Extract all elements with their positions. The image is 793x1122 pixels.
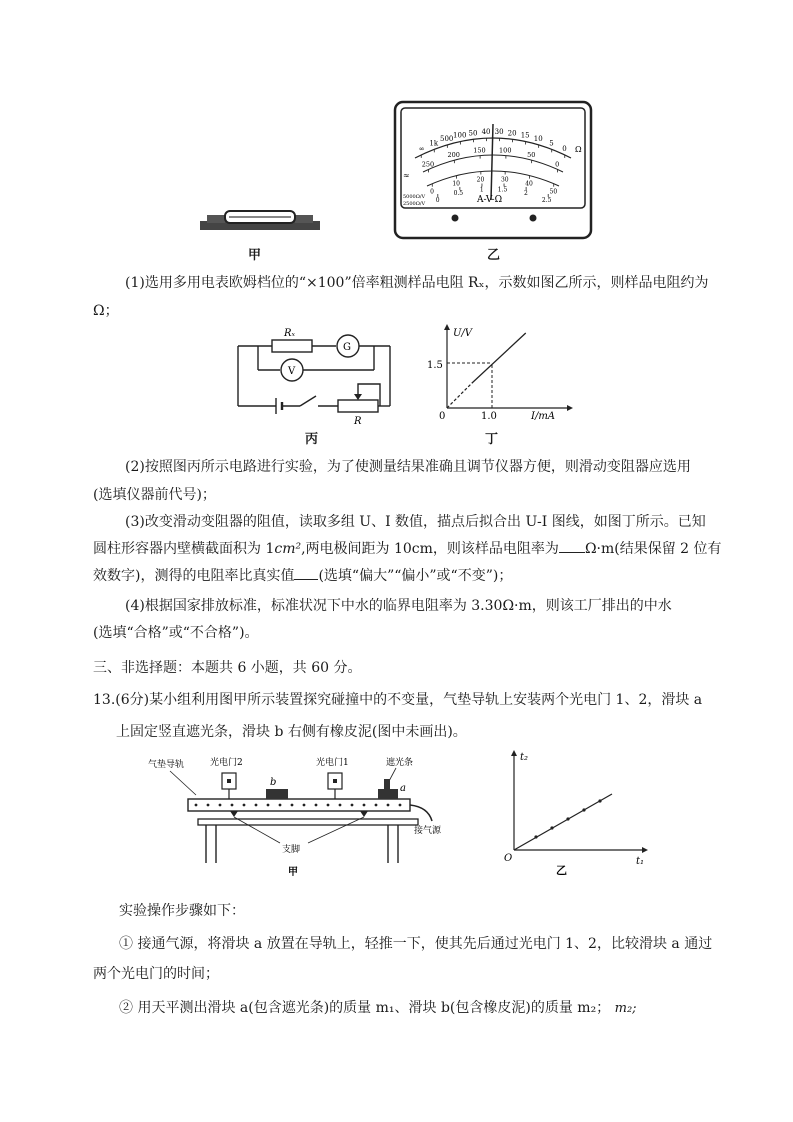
step-2-text: ② 用天平测出滑块 a(包含遮光条)的质量 m₁、滑块 b(包含橡皮泥)的质量 m₂； — [119, 1000, 611, 1016]
t-graph-y-label: t₂ — [520, 752, 529, 763]
meter-omega-scale-label: 0 — [562, 144, 567, 153]
slider-b — [266, 789, 288, 799]
t-graph-fit-line — [514, 794, 612, 850]
figure-13-air-track — [148, 755, 448, 880]
meter-spec-1: 5000Ω/V — [403, 194, 426, 200]
rail-hole — [327, 804, 330, 807]
meter-screw-left — [452, 215, 459, 222]
meter-omega-scale-label: 40 — [481, 128, 491, 137]
meter-omega-scale-label: 20 — [507, 129, 517, 138]
rail-hole — [339, 804, 342, 807]
figure-yi-multimeter — [393, 100, 593, 242]
ui-x-tick-label: 1.0 — [481, 411, 497, 422]
question-3-line-2 — [93, 539, 722, 559]
circuit-rx-label: Rₓ — [284, 328, 296, 339]
ui-y-axis-label: U/V — [453, 328, 473, 339]
meter-dc-scale-label: 40 — [525, 180, 533, 188]
question-13-line-2: 上固定竖直遮光条，滑块 b 右侧有橡皮泥(图中未画出)。 — [116, 724, 467, 740]
answer-blank-error[interactable] — [294, 579, 318, 580]
meter-ac-scale-label: 2.5 — [541, 197, 552, 205]
sample-clip-left — [207, 215, 225, 223]
q3-line-2-part-b: ,两电极间距为 10cm，则该样品电阻率为 — [301, 541, 559, 557]
gate-1-label: 光电门1 — [316, 758, 349, 768]
meter-mid-scale-label: 150 — [473, 146, 486, 155]
t-graph-point — [582, 808, 585, 811]
meter-ac-scale-label: 0 — [435, 197, 440, 205]
meter-omega-scale-label: 5 — [549, 139, 554, 148]
figure-jia-label: 甲 — [248, 248, 262, 263]
figure-bing-label: 丙 — [305, 432, 319, 447]
meter-ac-scale-label: 2 — [524, 189, 528, 197]
figure-jia-sample — [195, 205, 325, 235]
section-heading: 三、非选择题：本题共 6 小题，共 60 分。 — [93, 660, 362, 676]
meter-omega-scale-label: 500 — [439, 134, 454, 143]
meter-spec-2: 2500Ω/V — [403, 201, 426, 207]
figure-ding-label: 丁 — [485, 432, 499, 447]
meter-case — [395, 102, 591, 238]
meter-ac-scale-label: 1.5 — [497, 186, 508, 194]
meter-screw-right — [530, 215, 537, 222]
rail-hole — [303, 804, 306, 807]
rail-hole — [399, 804, 402, 807]
question-1-line-1: (1)选用多用电表欧姆档位的“×100”倍率粗测样品电阻 Rₓ，示数如图乙所示，则样品电阻约为 — [125, 275, 709, 291]
meter-omega-scale-label: 10 — [533, 134, 543, 143]
t-graph-x-label: t₁ — [636, 856, 645, 867]
rail-hole — [279, 804, 282, 807]
question-1-line-2: Ω； — [93, 303, 119, 319]
question-4-line-1: (4)根据国家排放标准，标准状况下中水的临界电阻率为 3.30Ω·m，则该工厂排出的中水 — [125, 598, 672, 614]
figure-ding-ui-graph — [425, 322, 575, 422]
support-foot-left — [230, 811, 238, 817]
circuit-resistor-rx — [272, 340, 312, 352]
meter-dc-scale-label: 30 — [500, 176, 509, 184]
step-2-duplicate-mass: m₂; — [614, 1001, 637, 1016]
rail-hole — [195, 804, 198, 807]
q3-line-2-part-c: Ω·m(结果保留 2 位有 — [584, 541, 722, 557]
meter-left-mark: ≈ — [403, 171, 410, 180]
figure-yi-label: 乙 — [487, 248, 501, 263]
slider-b-label: b — [270, 777, 277, 788]
circuit-r-label: R — [354, 416, 362, 426]
question-2-line-2: (选填仪器前代号)； — [93, 487, 216, 503]
meter-omega-unit: Ω — [575, 145, 582, 154]
support-foot-right — [360, 811, 368, 817]
shade-strip-label: 遮光条 — [386, 758, 414, 768]
figure-13-jia-label: 甲 — [288, 867, 298, 878]
rail-hole — [291, 804, 294, 807]
ui-x-axis-label: I/mA — [531, 411, 556, 422]
question-2-line-1: (2)按照图丙所示电路进行实验，为了使测量结果准确且调节仪器方便，则滑动变阻器应选用 — [125, 459, 691, 475]
support-feet-label: 支脚 — [282, 845, 301, 855]
meter-omega-scale-label: 50 — [468, 129, 478, 138]
question-4-line-2: (选填“合格”或“不合格”)。 — [93, 625, 259, 641]
sample-clip-right — [295, 215, 313, 223]
t-graph-point — [550, 826, 553, 829]
q3-area-unit: cm² — [274, 541, 302, 557]
ui-fit-line-dashed — [447, 383, 472, 408]
q3-line-3-part-b: (选填“偏大”“偏小”或“不变”)； — [318, 568, 513, 584]
rail-hole — [387, 804, 390, 807]
t-graph-origin: O — [504, 853, 513, 864]
steps-title: 实验操作步骤如下： — [119, 903, 245, 919]
meter-ac-scale-label: 1 — [479, 186, 484, 194]
rail-hole — [207, 804, 210, 807]
gate-2-label: 光电门2 — [210, 758, 243, 768]
answer-blank-resistivity[interactable] — [559, 552, 585, 553]
meter-omega-scale-label: 30 — [494, 128, 504, 137]
meter-mid-scale-label: 200 — [447, 151, 460, 160]
rail-hole — [243, 804, 246, 807]
t-graph-point — [598, 799, 601, 802]
air-source-label: 接气源 — [414, 826, 442, 836]
circuit-switch — [300, 396, 316, 406]
t-graph-point — [534, 835, 537, 838]
rail-hole — [231, 804, 234, 807]
circuit-v-label: V — [288, 366, 296, 377]
ui-y-tick-label: 1.5 — [427, 360, 443, 371]
question-3-line-1: (3)改变滑动变阻器的阻值，读取多组 U、I 数值，描点后拟合出 U-I 图线，如图丁所示。已知 — [125, 514, 706, 530]
meter-dc-scale-label: 0 — [430, 188, 435, 196]
step-1-line-2: 两个光电门的时间； — [93, 966, 219, 982]
rail-hole — [363, 804, 366, 807]
figure-13-yi-label: 乙 — [556, 864, 567, 876]
t-graph-point — [566, 817, 569, 820]
table-top — [198, 819, 418, 825]
meter-omega-scale-label: 1k — [429, 139, 439, 148]
meter-mid-scale-label: 50 — [527, 151, 536, 160]
figure-bing-circuit — [230, 322, 402, 426]
meter-mid-scale-label: 0 — [555, 160, 560, 169]
meter-dc-scale-label: 20 — [476, 176, 485, 184]
rail-hole — [375, 804, 378, 807]
meter-dc-scale-label: 10 — [452, 180, 461, 188]
ui-fit-line-solid — [472, 333, 526, 383]
meter-omega-scale-label: ∞ — [418, 144, 425, 153]
rail-hole — [315, 804, 318, 807]
circuit-g-label: G — [343, 342, 351, 353]
meter-mid-scale-label: 250 — [421, 160, 435, 169]
shade-strip — [384, 779, 390, 789]
air-rail-label: 气垫导轨 — [148, 760, 185, 770]
meter-omega-scale-label: 15 — [520, 131, 530, 140]
question-3-line-3 — [93, 566, 512, 586]
slider-a — [378, 789, 398, 799]
step-2-line — [119, 998, 637, 1019]
q3-line-3-part-a: 效数字)，测得的电阻率比真实值 — [93, 568, 295, 584]
meter-ac-scale-label: 0.5 — [453, 189, 464, 197]
rail-hole — [267, 804, 270, 807]
rail-hole — [219, 804, 222, 807]
step-1-line-1: ① 接通气源，将滑块 a 放置在导轨上，轻推一下，使其先后通过光电门 1、2，比较滑块 a 通过 — [119, 936, 713, 952]
meter-dc-scale-label: 50 — [549, 188, 558, 196]
circuit-rheostat — [338, 400, 378, 412]
slider-a-label: a — [400, 783, 406, 794]
meter-footer-label: A-V-Ω — [477, 195, 503, 205]
meter-mid-scale-label: 100 — [499, 146, 512, 155]
figure-13-t-graph — [500, 746, 650, 876]
rail-hole — [351, 804, 354, 807]
rail-hole — [255, 804, 258, 807]
ui-origin-label: 0 — [439, 411, 446, 422]
question-13-line-1: 13.(6分)某小组利用图甲所示装置探究碰撞中的不变量，气垫导轨上安装两个光电门 1、2，滑块 a — [93, 692, 703, 708]
q3-line-2-part-a: 圆柱形容器内壁横截面积为 1 — [93, 541, 275, 557]
meter-omega-scale-label: 100 — [453, 131, 467, 140]
